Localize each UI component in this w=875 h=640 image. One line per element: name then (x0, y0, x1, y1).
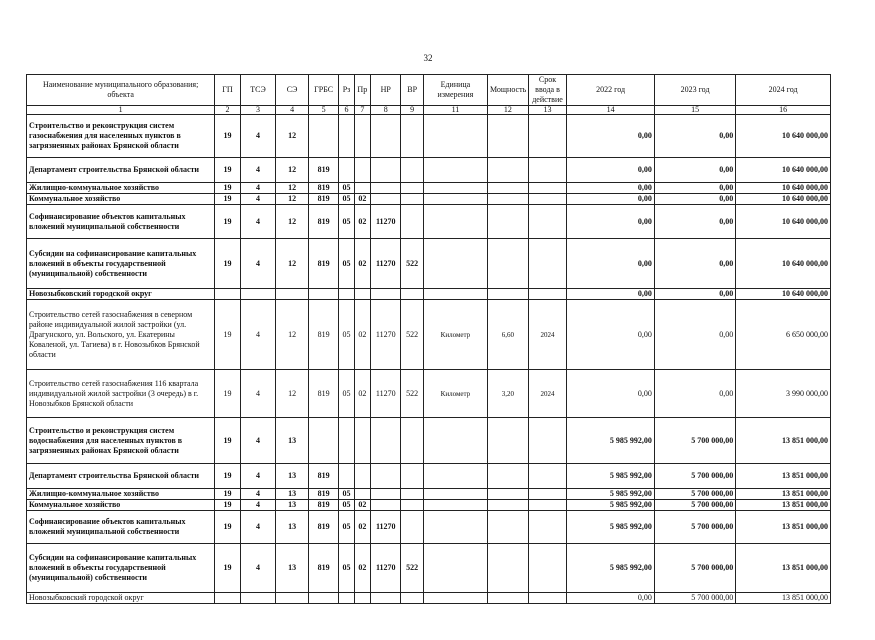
table-row (27, 300, 831, 370)
amount-2024: 13 851 000,00 (736, 500, 831, 511)
nr-cell (370, 418, 401, 464)
pr-cell (354, 115, 370, 158)
col-number: 13 (528, 106, 567, 115)
grbs-cell (308, 289, 339, 300)
capacity-cell (487, 239, 528, 289)
tse-cell: 4 (240, 239, 276, 289)
rz-cell: 05 (339, 500, 354, 511)
vr-cell (401, 593, 423, 604)
pr-cell (354, 489, 370, 500)
capacity-cell (487, 205, 528, 239)
rz-cell (339, 115, 354, 158)
se-cell: 13 (276, 511, 309, 544)
gp-cell: 19 (215, 239, 240, 289)
object-name: Строительство и реконструкция систем водоснабжения для населенных пунктов в загрязненных районах Брянской области (27, 418, 215, 464)
se-cell: 12 (276, 205, 309, 239)
amount-2023: 5 700 000,00 (654, 489, 735, 500)
date-cell (528, 500, 567, 511)
unit-cell (423, 158, 487, 183)
header-pr: Пр (354, 75, 370, 106)
gp-cell: 19 (215, 418, 240, 464)
amount-2022: 0,00 (567, 115, 655, 158)
se-cell: 13 (276, 464, 309, 489)
col-number: 11 (423, 106, 487, 115)
pr-cell: 02 (354, 544, 370, 593)
vr-cell (401, 115, 423, 158)
col-number: 3 (240, 106, 276, 115)
amount-2023: 0,00 (654, 370, 735, 418)
amount-2023: 0,00 (654, 289, 735, 300)
date-cell (528, 464, 567, 489)
tse-cell: 4 (240, 544, 276, 593)
col-number: 4 (276, 106, 309, 115)
unit-cell (423, 593, 487, 604)
grbs-cell: 819 (308, 500, 339, 511)
table-row (27, 205, 831, 239)
table-row (27, 239, 831, 289)
capacity-cell (487, 464, 528, 489)
nr-cell (370, 500, 401, 511)
pr-cell (354, 158, 370, 183)
header-se: СЭ (276, 75, 309, 106)
object-name: Строительство сетей газоснабжения в северном районе индивидуальной жилой застройки (ул. Драгунского, ул. Вольского, ул. Екатерины Коваленой, ул. Тагиева) в г. Новозыбков Брянской области (27, 300, 215, 370)
amount-2022: 0,00 (567, 205, 655, 239)
header-2024: 2024 год (736, 75, 831, 106)
capacity-cell (487, 593, 528, 604)
capacity-cell (487, 194, 528, 205)
table-body (27, 115, 831, 604)
amount-2024: 6 650 000,00 (736, 300, 831, 370)
tse-cell: 4 (240, 300, 276, 370)
nr-cell (370, 464, 401, 489)
object-name: Департамент строительства Брянской области (27, 158, 215, 183)
pr-cell (354, 183, 370, 194)
se-cell: 13 (276, 500, 309, 511)
vr-cell (401, 500, 423, 511)
header-rz: Рз (339, 75, 354, 106)
amount-2023: 5 700 000,00 (654, 464, 735, 489)
rz-cell (339, 158, 354, 183)
col-number: 6 (339, 106, 354, 115)
unit-cell (423, 511, 487, 544)
gp-cell (215, 593, 240, 604)
date-cell (528, 489, 567, 500)
nr-cell (370, 489, 401, 500)
date-cell (528, 418, 567, 464)
unit-cell (423, 418, 487, 464)
amount-2023: 0,00 (654, 239, 735, 289)
grbs-cell: 819 (308, 300, 339, 370)
tse-cell (240, 289, 276, 300)
se-cell (276, 289, 309, 300)
gp-cell: 19 (215, 300, 240, 370)
se-cell: 12 (276, 300, 309, 370)
amount-2024: 10 640 000,00 (736, 205, 831, 239)
amount-2023: 5 700 000,00 (654, 418, 735, 464)
amount-2023: 5 700 000,00 (654, 593, 735, 604)
capacity-cell (487, 183, 528, 194)
rz-cell: 05 (339, 300, 354, 370)
amount-2024: 10 640 000,00 (736, 289, 831, 300)
date-cell (528, 593, 567, 604)
amount-2024: 10 640 000,00 (736, 194, 831, 205)
rz-cell: 05 (339, 205, 354, 239)
page-number: 32 (423, 53, 433, 63)
tse-cell: 4 (240, 489, 276, 500)
vr-cell (401, 205, 423, 239)
tse-cell (240, 593, 276, 604)
grbs-cell (308, 593, 339, 604)
amount-2022: 0,00 (567, 370, 655, 418)
table-row (27, 289, 831, 300)
amount-2022: 0,00 (567, 300, 655, 370)
unit-cell (423, 500, 487, 511)
rz-cell (339, 593, 354, 604)
col-number: 5 (308, 106, 339, 115)
gp-cell (215, 289, 240, 300)
pr-cell: 02 (354, 300, 370, 370)
amount-2023: 5 700 000,00 (654, 511, 735, 544)
header-2022: 2022 год (567, 75, 655, 106)
amount-2022: 0,00 (567, 194, 655, 205)
tse-cell: 4 (240, 500, 276, 511)
header-nr: НР (370, 75, 401, 106)
pr-cell (354, 289, 370, 300)
object-name: Строительство и реконструкция систем газоснабжения для населенных пунктов в загрязненных районах Брянской области (27, 115, 215, 158)
date-cell (528, 158, 567, 183)
nr-cell (370, 593, 401, 604)
nr-cell: 11270 (370, 544, 401, 593)
capacity-cell: 3,20 (487, 370, 528, 418)
vr-cell: 522 (401, 370, 423, 418)
grbs-cell: 819 (308, 183, 339, 194)
header-grbs: ГРБС (308, 75, 339, 106)
pr-cell (354, 593, 370, 604)
column-number-row (27, 106, 831, 115)
amount-2023: 0,00 (654, 183, 735, 194)
pr-cell: 02 (354, 205, 370, 239)
grbs-cell: 819 (308, 158, 339, 183)
nr-cell: 11270 (370, 300, 401, 370)
table-row (27, 194, 831, 205)
se-cell: 13 (276, 544, 309, 593)
rz-cell: 05 (339, 544, 354, 593)
grbs-cell (308, 115, 339, 158)
table-row (27, 183, 831, 194)
gp-cell: 19 (215, 464, 240, 489)
unit-cell: Километр (423, 370, 487, 418)
amount-2023: 0,00 (654, 158, 735, 183)
table-row (27, 370, 831, 418)
amount-2023: 0,00 (654, 205, 735, 239)
amount-2024: 13 851 000,00 (736, 593, 831, 604)
grbs-cell: 819 (308, 489, 339, 500)
date-cell (528, 183, 567, 194)
vr-cell: 522 (401, 300, 423, 370)
amount-2022: 0,00 (567, 239, 655, 289)
col-number: 2 (215, 106, 240, 115)
gp-cell: 19 (215, 158, 240, 183)
col-number: 14 (567, 106, 655, 115)
se-cell: 13 (276, 418, 309, 464)
pr-cell (354, 418, 370, 464)
grbs-cell: 819 (308, 239, 339, 289)
unit-cell (423, 489, 487, 500)
se-cell: 12 (276, 183, 309, 194)
pr-cell: 02 (354, 511, 370, 544)
object-name: Коммунальное хозяйство (27, 194, 215, 205)
amount-2022: 0,00 (567, 593, 655, 604)
vr-cell (401, 511, 423, 544)
amount-2024: 3 990 000,00 (736, 370, 831, 418)
amount-2022: 0,00 (567, 183, 655, 194)
capacity-cell (487, 511, 528, 544)
amount-2024: 13 851 000,00 (736, 464, 831, 489)
rz-cell: 05 (339, 194, 354, 205)
pr-cell: 02 (354, 239, 370, 289)
gp-cell: 19 (215, 205, 240, 239)
table-row (27, 418, 831, 464)
rz-cell (339, 418, 354, 464)
amount-2024: 13 851 000,00 (736, 544, 831, 593)
amount-2022: 5 985 992,00 (567, 500, 655, 511)
object-name: Новозыбковский городской округ (27, 289, 215, 300)
header-2023: 2023 год (654, 75, 735, 106)
date-cell (528, 194, 567, 205)
date-cell (528, 205, 567, 239)
gp-cell: 19 (215, 500, 240, 511)
table-row (27, 464, 831, 489)
nr-cell (370, 289, 401, 300)
header-row (27, 75, 831, 106)
table-row (27, 115, 831, 158)
gp-cell: 19 (215, 489, 240, 500)
capacity-cell: 6,60 (487, 300, 528, 370)
col-number: 12 (487, 106, 528, 115)
gp-cell: 19 (215, 544, 240, 593)
col-number: 15 (654, 106, 735, 115)
se-cell: 12 (276, 194, 309, 205)
tse-cell: 4 (240, 158, 276, 183)
object-name: Строительство сетей газоснабжения 116 квартала индивидуальной жилой застройки (3 очередь) в г. Новозыбков Брянской области (27, 370, 215, 418)
vr-cell (401, 183, 423, 194)
vr-cell (401, 289, 423, 300)
grbs-cell: 819 (308, 511, 339, 544)
amount-2022: 0,00 (567, 158, 655, 183)
nr-cell: 11270 (370, 239, 401, 289)
date-cell (528, 544, 567, 593)
unit-cell (423, 115, 487, 158)
header-tse: ТСЭ (240, 75, 276, 106)
date-cell: 2024 (528, 370, 567, 418)
col-number: 8 (370, 106, 401, 115)
capacity-cell (487, 418, 528, 464)
amount-2024: 10 640 000,00 (736, 183, 831, 194)
amount-2023: 0,00 (654, 194, 735, 205)
amount-2022: 5 985 992,00 (567, 544, 655, 593)
table-row (27, 511, 831, 544)
nr-cell: 11270 (370, 511, 401, 544)
rz-cell: 05 (339, 489, 354, 500)
col-number: 7 (354, 106, 370, 115)
tse-cell: 4 (240, 511, 276, 544)
table-row (27, 489, 831, 500)
object-name: Жилищно-коммунальное хозяйство (27, 489, 215, 500)
tse-cell: 4 (240, 183, 276, 194)
rz-cell: 05 (339, 370, 354, 418)
se-cell: 12 (276, 370, 309, 418)
capacity-cell (487, 500, 528, 511)
unit-cell: Километр (423, 300, 487, 370)
object-name: Субсидии на софинансирование капитальных вложений в объекты государственной (муниципальной) собственности (27, 544, 215, 593)
table-row (27, 593, 831, 604)
vr-cell (401, 158, 423, 183)
header-vr: ВР (401, 75, 423, 106)
rz-cell: 05 (339, 511, 354, 544)
grbs-cell: 819 (308, 194, 339, 205)
tse-cell: 4 (240, 418, 276, 464)
header-gp: ГП (215, 75, 240, 106)
date-cell (528, 115, 567, 158)
grbs-cell: 819 (308, 464, 339, 489)
gp-cell: 19 (215, 194, 240, 205)
grbs-cell: 819 (308, 370, 339, 418)
amount-2022: 0,00 (567, 289, 655, 300)
header-name: Наименование муниципального образования; объекта (27, 75, 215, 106)
capacity-cell (487, 489, 528, 500)
rz-cell: 05 (339, 183, 354, 194)
unit-cell (423, 289, 487, 300)
nr-cell: 11270 (370, 205, 401, 239)
table-row (27, 500, 831, 511)
grbs-cell: 819 (308, 205, 339, 239)
capacity-cell (487, 158, 528, 183)
amount-2024: 13 851 000,00 (736, 511, 831, 544)
header-capacity: Мощность (487, 75, 528, 106)
nr-cell (370, 158, 401, 183)
tse-cell: 4 (240, 370, 276, 418)
se-cell: 12 (276, 158, 309, 183)
object-name: Софинансирование объектов капитальных вложений муниципальной собственности (27, 205, 215, 239)
rz-cell (339, 464, 354, 489)
grbs-cell (308, 418, 339, 464)
object-name: Департамент строительства Брянской области (27, 464, 215, 489)
col-number: 9 (401, 106, 423, 115)
vr-cell (401, 489, 423, 500)
header-unit: Единица измерения (423, 75, 487, 106)
unit-cell (423, 544, 487, 593)
gp-cell: 19 (215, 511, 240, 544)
nr-cell: 11270 (370, 370, 401, 418)
grbs-cell: 819 (308, 544, 339, 593)
nr-cell (370, 183, 401, 194)
table-row (27, 158, 831, 183)
col-number: 1 (27, 106, 215, 115)
gp-cell: 19 (215, 183, 240, 194)
col-number: 16 (736, 106, 831, 115)
object-name: Коммунальное хозяйство (27, 500, 215, 511)
se-cell: 12 (276, 239, 309, 289)
amount-2022: 5 985 992,00 (567, 418, 655, 464)
vr-cell (401, 464, 423, 489)
capacity-cell (487, 289, 528, 300)
gp-cell: 19 (215, 115, 240, 158)
amount-2024: 13 851 000,00 (736, 489, 831, 500)
date-cell (528, 239, 567, 289)
object-name: Жилищно-коммунальное хозяйство (27, 183, 215, 194)
date-cell (528, 289, 567, 300)
nr-cell (370, 115, 401, 158)
unit-cell (423, 194, 487, 205)
tse-cell: 4 (240, 115, 276, 158)
amount-2024: 13 851 000,00 (736, 418, 831, 464)
object-name: Субсидии на софинансирование капитальных вложений в объекты государственной (муниципальной) собственности (27, 239, 215, 289)
unit-cell (423, 183, 487, 194)
tse-cell: 4 (240, 205, 276, 239)
capacity-cell (487, 115, 528, 158)
capacity-cell (487, 544, 528, 593)
rz-cell: 05 (339, 239, 354, 289)
tse-cell: 4 (240, 464, 276, 489)
date-cell: 2024 (528, 300, 567, 370)
rz-cell (339, 289, 354, 300)
pr-cell (354, 464, 370, 489)
amount-2023: 5 700 000,00 (654, 544, 735, 593)
tse-cell: 4 (240, 194, 276, 205)
object-name: Софинансирование объектов капитальных вложений муниципальной собственности (27, 511, 215, 544)
gp-cell: 19 (215, 370, 240, 418)
se-cell: 12 (276, 115, 309, 158)
amount-2022: 5 985 992,00 (567, 464, 655, 489)
se-cell (276, 593, 309, 604)
vr-cell: 522 (401, 544, 423, 593)
date-cell (528, 511, 567, 544)
amount-2022: 5 985 992,00 (567, 489, 655, 500)
pr-cell: 02 (354, 500, 370, 511)
amount-2023: 5 700 000,00 (654, 500, 735, 511)
table-row (27, 544, 831, 593)
header-commission-date: Срок ввода в действие (528, 75, 567, 106)
vr-cell (401, 194, 423, 205)
amount-2024: 10 640 000,00 (736, 115, 831, 158)
vr-cell (401, 418, 423, 464)
object-name: Новозыбковский городской округ (27, 593, 215, 604)
se-cell: 13 (276, 489, 309, 500)
amount-2024: 10 640 000,00 (736, 158, 831, 183)
vr-cell: 522 (401, 239, 423, 289)
unit-cell (423, 205, 487, 239)
amount-2022: 5 985 992,00 (567, 511, 655, 544)
unit-cell (423, 464, 487, 489)
amount-2023: 0,00 (654, 300, 735, 370)
unit-cell (423, 239, 487, 289)
pr-cell: 02 (354, 194, 370, 205)
budget-table (26, 74, 831, 604)
nr-cell (370, 194, 401, 205)
amount-2023: 0,00 (654, 115, 735, 158)
pr-cell: 02 (354, 370, 370, 418)
amount-2024: 10 640 000,00 (736, 239, 831, 289)
